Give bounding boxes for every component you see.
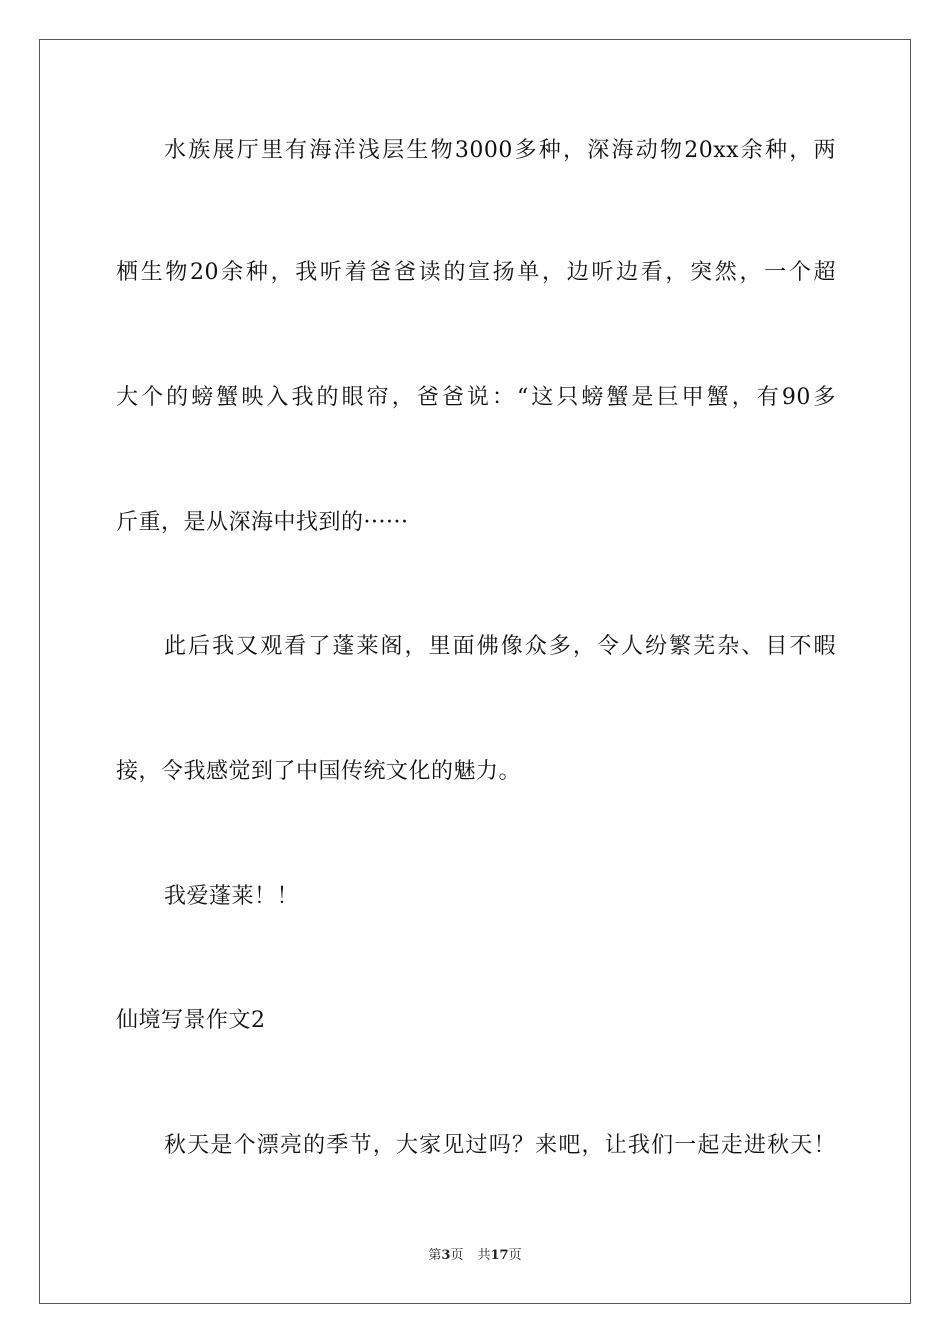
paragraph-line: 秋天是个漂亮的季节，大家见过吗？来吧，让我们一起走进秋天！ — [164, 1133, 836, 1158]
footer-total-suffix: 页 — [508, 1248, 522, 1263]
paragraph-line: 栖生物20余种，我听着爸爸读的宣扬单，边听边看，突然，一个超 — [116, 260, 836, 285]
footer-page-suffix: 页 — [450, 1248, 464, 1263]
paragraph-line: 水族展厅里有海洋浅层生物3000多种，深海动物20xx余种，两 — [164, 138, 836, 163]
paragraph-line: 我爱蓬莱！！ — [164, 884, 300, 909]
footer-total-prefix: 共 — [477, 1248, 491, 1263]
page-footer — [0, 1247, 950, 1265]
page-frame — [39, 39, 911, 1304]
footer-page-prefix: 第 — [428, 1248, 442, 1263]
section-heading: 仙境写景作文2 — [116, 1008, 266, 1033]
paragraph-line: 此后我又观看了蓬莱阁，里面佛像众多，令人纷繁芜杂、目不暇 — [164, 634, 836, 659]
footer-total-number: 17 — [490, 1248, 509, 1263]
paragraph-line: 大个的螃蟹映入我的眼帘，爸爸说：“这只螃蟹是巨甲蟹，有90多 — [116, 385, 836, 410]
paragraph-line: 接，令我感觉到了中国传统文化的魅力。 — [116, 759, 522, 784]
footer-page-number: 3 — [441, 1248, 451, 1263]
paragraph-line: 斤重，是从深海中找到的······ — [116, 510, 409, 535]
